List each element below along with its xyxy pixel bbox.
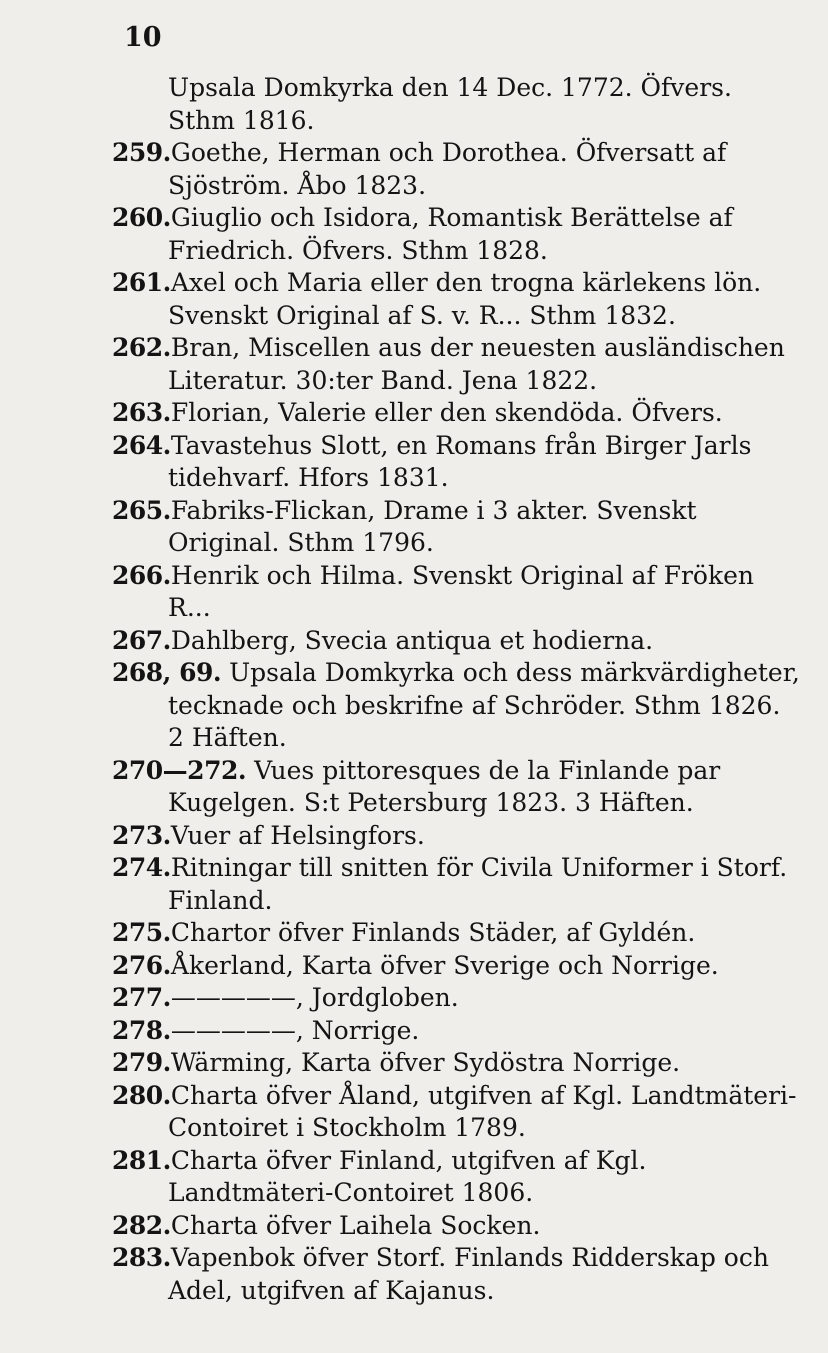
entry-number: 280. [112, 1080, 171, 1110]
catalog-entry [112, 820, 802, 853]
catalog-entry [112, 1080, 802, 1145]
entry-number: 262. [112, 333, 171, 362]
entry-text: Axel och Maria eller den trogna kärlekens lön. Svenskt Original af S. v. R... Sthm 1832. [168, 268, 762, 330]
catalog-entry [112, 397, 802, 430]
catalog-entry [112, 495, 802, 560]
catalog-entry [112, 1210, 802, 1243]
entry-number: 266. [112, 560, 171, 590]
entry-number: 265. [112, 495, 171, 525]
entry-number: 278. [112, 1015, 171, 1045]
entry-text: —————, Jordgloben. [170, 983, 459, 1012]
catalog-entry [112, 950, 802, 983]
entry-number: 275. [112, 918, 171, 947]
entry-number: 279. [112, 1048, 171, 1077]
catalog-entries [112, 72, 802, 1307]
entry-number: 267. [112, 625, 171, 655]
entry-text: Tavastehus Slott, en Romans från Birger Jarls tidehvarf. Hfors 1831. [168, 430, 752, 492]
entry-number: 276. [112, 950, 171, 980]
entry-number: 274. [112, 853, 171, 882]
catalog-entry [112, 72, 802, 137]
entry-text: Goethe, Herman och Dorothea. Öfversatt af Sjöström. Åbo 1823. [168, 138, 727, 200]
catalog-entry [112, 332, 802, 397]
catalog-entry [112, 137, 802, 202]
entry-text: Bran, Miscellen aus der neuesten ausländischen Literatur. 30:ter Band. Jena 1822. [168, 333, 785, 395]
catalog-entry [112, 917, 802, 950]
entry-text: Charta öfver Finland, utgifven af Kgl. Landtmäteri-Contoiret 1806. [168, 1145, 647, 1207]
entry-text: Upsala Domkyrka och dess märkvärdigheter, tecknade och beskrifne af Schröder. Sthm 1826. 2 Häften. [168, 658, 800, 752]
entry-number: 273. [112, 820, 171, 850]
catalog-entry [112, 267, 802, 332]
entry-number: 282. [112, 1210, 171, 1240]
catalog-entry [112, 1242, 802, 1307]
entry-text: Upsala Domkyrka den 14 Dec. 1772. Öfvers. Sthm 1816. [168, 73, 732, 135]
entry-text: Åkerland, Karta öfver Sverige och Norrige. [170, 950, 719, 980]
catalog-entry [112, 657, 802, 755]
entry-number: 260. [112, 203, 171, 232]
entry-text: Ritningar till snitten för Civila Uniformer i Storf. Finland. [168, 853, 788, 915]
entry-number: 261. [112, 268, 171, 297]
catalog-entry [112, 625, 802, 658]
entry-text: Dahlberg, Svecia antiqua et hodierna. [170, 625, 654, 655]
entry-text: Henrik och Hilma. Svenskt Original af Fröken R... [168, 560, 755, 622]
entry-text: Vues pittoresques de la Finlande par Kugelgen. S:t Petersburg 1823. 3 Häften. [168, 755, 721, 817]
entry-text: Wärming, Karta öfver Sydöstra Norrige. [170, 1048, 681, 1077]
entry-number: 268, 69. [112, 658, 222, 687]
catalog-entry [112, 560, 802, 625]
catalog-entry [112, 852, 802, 917]
entry-number: 264. [112, 430, 171, 460]
entry-text: Fabriks-Flickan, Drame i 3 akter. Svenskt Original. Sthm 1796. [168, 495, 697, 557]
entry-text: Charta öfver Åland, utgifven af Kgl. Landtmäteri-Contoiret i Stockholm 1789. [168, 1080, 797, 1142]
entry-text: Charta öfver Laihela Socken. [170, 1210, 541, 1240]
page-number: 10 [124, 22, 162, 53]
catalog-entry [112, 1015, 802, 1048]
entry-number: 259. [112, 138, 171, 167]
entry-text: Chartor öfver Finlands Städer, af Gyldén. [170, 918, 696, 947]
entry-number: 277. [112, 983, 171, 1012]
entry-number: 263. [112, 398, 171, 427]
entry-number: 283. [112, 1243, 171, 1272]
catalog-entry [112, 202, 802, 267]
catalog-entry [112, 430, 802, 495]
entry-text: Vapenbok öfver Storf. Finlands Ridderskap och Adel, utgifven af Kajanus. [168, 1243, 769, 1305]
entry-text: Giuglio och Isidora, Romantisk Berättelse af Friedrich. Öfvers. Sthm 1828. [168, 203, 733, 265]
catalog-entry [112, 1145, 802, 1210]
entry-text: Vuer af Helsingfors. [170, 820, 425, 850]
entry-number: 281. [112, 1145, 171, 1175]
catalog-entry [112, 755, 802, 820]
entry-number: 270—272. [112, 755, 247, 785]
entry-text: —————, Norrige. [170, 1015, 420, 1045]
catalog-entry [112, 1047, 802, 1080]
catalog-entry [112, 982, 802, 1015]
entry-text: Florian, Valerie eller den skendöda. Öfvers. [170, 398, 723, 427]
